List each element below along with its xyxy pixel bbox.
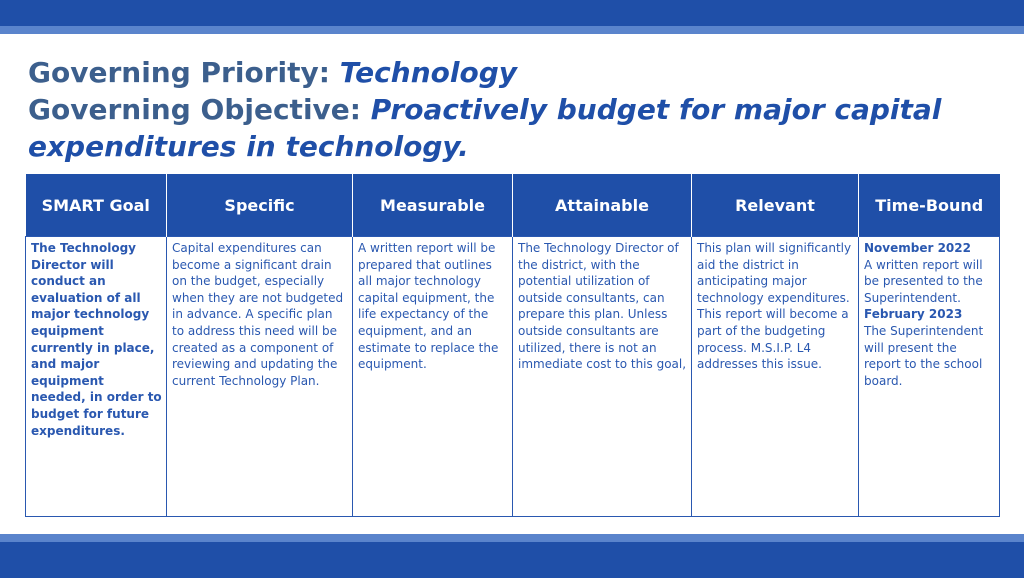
title-line-priority	[28, 54, 1008, 91]
slide-title	[28, 54, 1008, 165]
header-smart-goal: SMART Goal	[26, 174, 167, 237]
cell-attainable: The Technology Director of the district, with the potential utilization of outside consultants, can prepare this plan. Unless outside consultants are utilized, there is not an immediate cost to this goal,	[513, 237, 692, 517]
objective-value-line2: expenditures in technology.	[28, 130, 469, 163]
header-attainable: Attainable	[513, 174, 692, 237]
header-measurable: Measurable	[353, 174, 513, 237]
header-time-bound: Time-Bound	[859, 174, 1000, 237]
time-bound-date-2: February 2023	[864, 307, 963, 322]
cell-smart-goal: The Technology Director will conduct an evaluation of all major technology equipment currently in place, and major equipment needed, in order to budget for future expenditures.	[26, 237, 167, 517]
top-banner-accent	[0, 26, 1024, 34]
bottom-banner-accent	[0, 534, 1024, 542]
header-specific: Specific	[167, 174, 353, 237]
objective-value-line1: Proactively budget for major capital	[370, 93, 942, 126]
top-banner	[0, 0, 1024, 26]
time-bound-text-1: A written report will be presented to the Superintendent.	[864, 257, 983, 305]
cell-measurable: A written report will be prepared that outlines all major technology capital equipment, the life expectancy of the equipment, and an estimate to replace the equipment.	[353, 237, 513, 517]
cell-specific: Capital expenditures can become a significant drain on the budget, especially when they are not budgeted in advance. A specific plan to address this need will be created as a component of reviewing and updating the current Technology Plan.	[167, 237, 353, 517]
time-bound-date-1: November 2022	[864, 241, 971, 255]
title-line-objective	[28, 91, 1008, 128]
header-relevant: Relevant	[692, 174, 859, 237]
table-row	[26, 237, 1000, 517]
objective-label: Governing Objective:	[28, 93, 361, 126]
priority-label: Governing Priority:	[28, 56, 330, 89]
cell-time-bound	[859, 237, 1000, 517]
cell-relevant: This plan will significantly aid the district in anticipating major technology expenditures. This report will become a part of the budgeting process. M.S.I.P. L4 addresses this issue.	[692, 237, 859, 517]
priority-value: Technology	[339, 56, 517, 89]
smart-goal-table	[25, 174, 1000, 517]
bottom-banner	[0, 542, 1024, 578]
table-header-row	[26, 174, 1000, 237]
time-bound-text-2: The Superintendent will present the report to the school board.	[864, 323, 984, 388]
